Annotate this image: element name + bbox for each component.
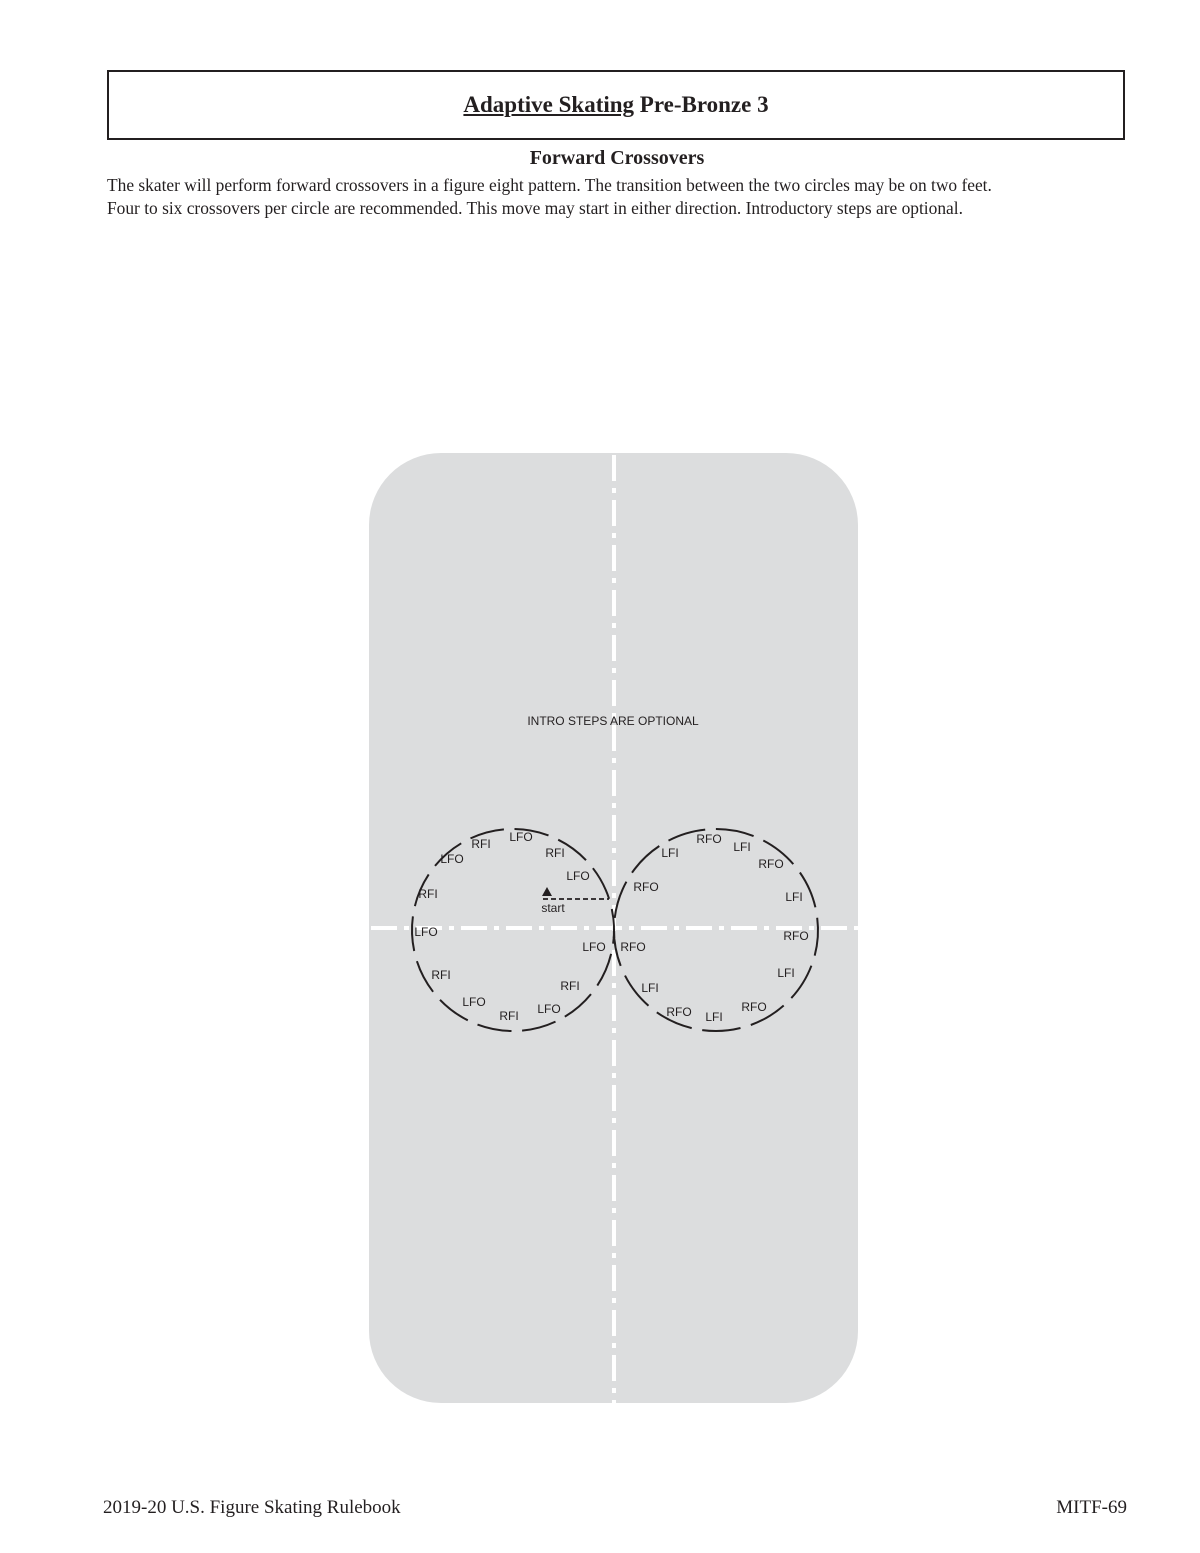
edge-label: LFI	[705, 1010, 723, 1024]
page-title-underlined: Adaptive Skating	[463, 92, 635, 117]
edge-label: LFO	[509, 830, 533, 844]
edge-label: RFI	[418, 887, 438, 901]
description-line-2: Four to six crossovers per circle are recommended. This move may start in either direction. Introductory steps are optional.	[107, 198, 963, 218]
edge-label: RFO	[783, 929, 809, 943]
edge-label: RFO	[696, 832, 722, 846]
edge-label: RFI	[431, 968, 451, 982]
edge-label: LFO	[414, 925, 438, 939]
edge-label: RFI	[499, 1009, 519, 1023]
edge-label: LFI	[777, 966, 795, 980]
edge-label: RFO	[666, 1005, 692, 1019]
edge-label: LFO	[566, 869, 590, 883]
edge-label: LFI	[785, 890, 803, 904]
edge-label: LFI	[661, 846, 679, 860]
edge-label: LFO	[582, 940, 606, 954]
footer-rulebook: 2019-20 U.S. Figure Skating Rulebook	[103, 1497, 401, 1518]
edge-label: RFO	[741, 1000, 767, 1014]
move-title: Forward Crossovers	[529, 147, 705, 169]
description-line-1: The skater will perform forward crossovers in a figure eight pattern. The transition between the two circles may be on two feet.	[107, 175, 992, 195]
edge-label: RFI	[471, 837, 491, 851]
edge-label: LFI	[733, 840, 751, 854]
footer-page-number: MITF-69	[1056, 1497, 1127, 1518]
start-label: start	[541, 901, 565, 915]
edge-label: LFO	[537, 1002, 561, 1016]
edge-label: LFO	[440, 852, 464, 866]
intro-steps-note: INTRO STEPS ARE OPTIONAL	[527, 714, 699, 728]
edge-label: RFO	[758, 857, 784, 871]
edge-label: RFI	[545, 846, 565, 860]
edge-label: LFO	[462, 995, 486, 1009]
edge-label: LFI	[641, 981, 659, 995]
edge-label: RFO	[620, 940, 646, 954]
edge-label: RFO	[633, 880, 659, 894]
edge-label: RFI	[560, 979, 580, 993]
page-title-rest: Pre-Bronze 3	[634, 92, 769, 117]
